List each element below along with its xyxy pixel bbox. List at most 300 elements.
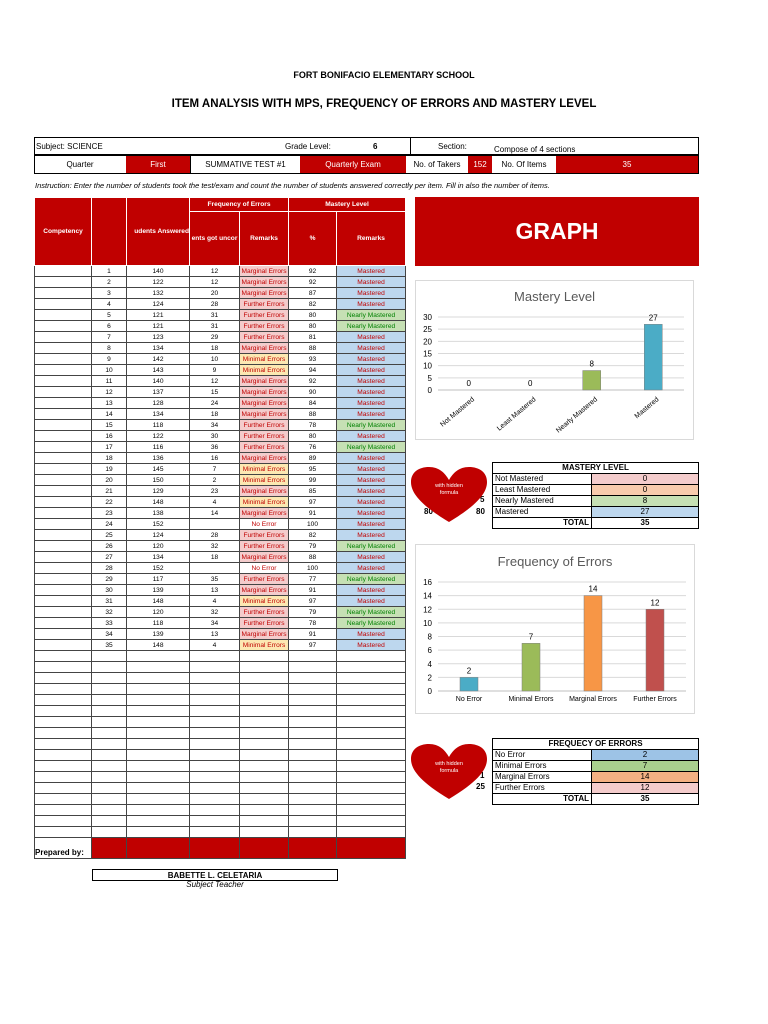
percent-cell: 80 <box>289 321 337 332</box>
empty-cell <box>190 772 240 783</box>
empty-cell <box>35 750 92 761</box>
percent-cell: 84 <box>289 398 337 409</box>
empty-cell <box>92 827 127 838</box>
empty-cell <box>127 739 190 750</box>
competency-cell <box>35 409 92 420</box>
empty-cell <box>337 684 406 695</box>
bar <box>584 596 602 691</box>
mastery-remark-cell: Mastered <box>337 585 406 596</box>
empty-row <box>35 728 406 739</box>
table-row <box>35 453 406 464</box>
wrong-cell: 20 <box>190 288 240 299</box>
y-tick-label: 4 <box>427 659 432 669</box>
answered-cell: 148 <box>127 596 190 607</box>
table-row <box>35 288 406 299</box>
competency-cell <box>35 618 92 629</box>
percent-cell: 88 <box>289 552 337 563</box>
y-tick-label: 5 <box>427 373 432 383</box>
empty-cell <box>127 651 190 662</box>
footer-cell <box>240 838 289 859</box>
answered-cell: 143 <box>127 365 190 376</box>
empty-cell <box>127 761 190 772</box>
empty-cell <box>190 805 240 816</box>
mastery-remark-cell: Mastered <box>337 354 406 365</box>
empty-cell <box>190 651 240 662</box>
summary-label: Further Errors <box>493 783 592 794</box>
item-no-cell: 28 <box>92 563 127 574</box>
competency-cell <box>35 486 92 497</box>
wrong-cell: 13 <box>190 585 240 596</box>
empty-cell <box>92 794 127 805</box>
table-row <box>35 629 406 640</box>
answered-cell: 120 <box>127 541 190 552</box>
answered-cell: 134 <box>127 343 190 354</box>
table-row <box>35 585 406 596</box>
errors-total-label: TOTAL <box>493 794 592 805</box>
summary-row <box>493 474 699 485</box>
percent-cell: 95 <box>289 464 337 475</box>
answered-cell: 152 <box>127 563 190 574</box>
empty-cell <box>127 827 190 838</box>
errors-total-value: 35 <box>592 794 699 805</box>
table-row <box>35 376 406 387</box>
table-row <box>35 332 406 343</box>
competency-cell <box>35 354 92 365</box>
mastery-remark-cell: Mastered <box>337 365 406 376</box>
empty-cell <box>92 695 127 706</box>
error-remark-cell: Marginal Errors <box>241 586 287 594</box>
empty-row <box>35 794 406 805</box>
table-row <box>35 563 406 574</box>
wrong-cell: 32 <box>190 541 240 552</box>
wrong-cell: 18 <box>190 552 240 563</box>
empty-cell <box>127 783 190 794</box>
empty-row <box>35 717 406 728</box>
empty-cell <box>35 816 92 827</box>
empty-row <box>35 816 406 827</box>
item-no-cell: 32 <box>92 607 127 618</box>
wrong-cell: 14 <box>190 508 240 519</box>
item-no-cell: 17 <box>92 442 127 453</box>
table-row <box>35 442 406 453</box>
empty-row <box>35 706 406 717</box>
percent-cell: 90 <box>289 387 337 398</box>
wrong-cell: 32 <box>190 607 240 618</box>
item-no-cell: 27 <box>92 552 127 563</box>
wrong-cell: 12 <box>190 277 240 288</box>
empty-cell <box>289 794 337 805</box>
empty-cell <box>240 827 289 838</box>
answered-cell: 148 <box>127 640 190 651</box>
mastery-remark-cell: Mastered <box>337 508 406 519</box>
table-row <box>35 541 406 552</box>
summary-value: 7 <box>592 761 699 772</box>
col-remarks-mastery: Remarks <box>337 212 406 266</box>
empty-cell <box>35 695 92 706</box>
percent-cell: 99 <box>289 475 337 486</box>
y-tick-label: 2 <box>427 673 432 683</box>
item-no-cell: 22 <box>92 497 127 508</box>
answered-cell: 129 <box>127 486 190 497</box>
wrong-cell: 23 <box>190 486 240 497</box>
table-row <box>35 508 406 519</box>
answered-cell: 120 <box>127 607 190 618</box>
table-row <box>35 607 406 618</box>
wrong-cell: 9 <box>190 365 240 376</box>
empty-cell <box>289 772 337 783</box>
answered-cell: 132 <box>127 288 190 299</box>
mastery-remark-cell: Nearly Mastered <box>337 607 406 618</box>
mastery-chart <box>415 280 694 440</box>
percent-cell: 91 <box>289 629 337 640</box>
error-remark-cell: Minimal Errors <box>240 497 289 508</box>
empty-cell <box>190 783 240 794</box>
empty-cell <box>337 717 406 728</box>
empty-cell <box>337 728 406 739</box>
summary-label: Nearly Mastered <box>493 496 592 507</box>
item-no-cell: 26 <box>92 541 127 552</box>
mastery-remark-cell: Mastered <box>337 266 406 277</box>
item-no-cell: 5 <box>92 310 127 321</box>
item-no-cell: 7 <box>92 332 127 343</box>
mastery-side-2: 80 <box>424 507 433 516</box>
error-remark-cell: Marginal Errors <box>241 553 287 561</box>
answered-cell: 121 <box>127 321 190 332</box>
wrong-cell: 18 <box>190 409 240 420</box>
percent-cell: 88 <box>289 409 337 420</box>
percent-cell: 94 <box>289 365 337 376</box>
empty-row <box>35 783 406 794</box>
empty-row <box>35 739 406 750</box>
wrong-cell: 18 <box>190 343 240 354</box>
percent-cell: 78 <box>289 618 337 629</box>
wrong-cell: 28 <box>190 299 240 310</box>
empty-cell <box>289 673 337 684</box>
empty-cell <box>337 783 406 794</box>
competency-cell <box>35 398 92 409</box>
answered-cell: 139 <box>127 585 190 596</box>
mastery-remark-cell: Mastered <box>337 497 406 508</box>
empty-cell <box>240 673 289 684</box>
competency-cell <box>35 596 92 607</box>
y-tick-label: 8 <box>427 632 432 642</box>
mastery-remark-cell: Mastered <box>337 376 406 387</box>
mastery-side-1: 5 <box>480 495 485 504</box>
percent-cell: 80 <box>289 310 337 321</box>
summary-row <box>493 496 699 507</box>
col-competency: Competency <box>35 198 92 266</box>
empty-cell <box>289 805 337 816</box>
subject-label: Subject: SCIENCE <box>36 141 103 151</box>
item-no-cell: 14 <box>92 409 127 420</box>
data-label: 2 <box>466 666 472 676</box>
y-tick-label: 10 <box>423 361 432 371</box>
percent-cell: 85 <box>289 486 337 497</box>
mastery-chart-svg <box>416 281 693 439</box>
summary-label: Minimal Errors <box>493 761 592 772</box>
quarter-label: Quarter <box>66 160 94 169</box>
competency-cell <box>35 442 92 453</box>
competency-cell <box>35 508 92 519</box>
table-row <box>35 420 406 431</box>
answered-cell: 124 <box>127 530 190 541</box>
mastery-remark-cell: Nearly Mastered <box>337 420 406 431</box>
errors-summary-table <box>492 738 699 805</box>
mastery-side-3: 80 <box>476 507 485 516</box>
summary-value: 8 <box>592 496 699 507</box>
empty-cell <box>337 816 406 827</box>
mastery-remark-cell: Mastered <box>337 519 406 530</box>
data-label: 14 <box>588 584 598 594</box>
percent-cell: 82 <box>289 530 337 541</box>
error-remark-cell: Minimal Errors <box>240 640 289 651</box>
table-row <box>35 354 406 365</box>
empty-cell <box>35 772 92 783</box>
table-row <box>35 398 406 409</box>
competency-cell <box>35 299 92 310</box>
mastery-remark-cell: Mastered <box>337 343 406 354</box>
empty-row <box>35 695 406 706</box>
x-tick-label: Least Mastered <box>496 396 538 433</box>
summary-row <box>493 783 699 794</box>
percent-cell: 87 <box>289 288 337 299</box>
answered-cell: 117 <box>127 574 190 585</box>
mastery-remark-cell: Mastered <box>337 398 406 409</box>
error-remark-cell: Marginal Errors <box>241 509 287 517</box>
error-remark-cell: Further Errors <box>240 299 289 310</box>
item-no-cell: 12 <box>92 387 127 398</box>
empty-cell <box>240 750 289 761</box>
table-row <box>35 310 406 321</box>
item-no-cell: 11 <box>92 376 127 387</box>
error-remark-cell: Marginal Errors <box>241 289 287 297</box>
data-label: 8 <box>589 359 594 369</box>
wrong-cell: 16 <box>190 453 240 464</box>
empty-cell <box>289 684 337 695</box>
competency-cell <box>35 552 92 563</box>
answered-cell: 152 <box>127 519 190 530</box>
x-tick-label: Further Errors <box>633 696 677 703</box>
errors-side-2: 25 <box>476 782 485 791</box>
percent-cell: 97 <box>289 497 337 508</box>
competency-cell <box>35 640 92 651</box>
mastery-remark-cell: Mastered <box>337 640 406 651</box>
empty-cell <box>190 827 240 838</box>
wrong-cell: 31 <box>190 310 240 321</box>
empty-cell <box>35 717 92 728</box>
competency-cell <box>35 563 92 574</box>
empty-cell <box>190 717 240 728</box>
wrong-cell: 12 <box>190 376 240 387</box>
table-row <box>35 618 406 629</box>
item-no-cell: 8 <box>92 343 127 354</box>
y-tick-label: 16 <box>423 578 432 587</box>
col-answered: udents Answered <box>127 198 190 266</box>
empty-cell <box>337 750 406 761</box>
error-remark-cell: Further Errors <box>240 310 289 321</box>
empty-cell <box>190 816 240 827</box>
info-row-1 <box>34 137 699 155</box>
empty-cell <box>127 816 190 827</box>
data-label: 0 <box>528 379 533 388</box>
grade-value: 6 <box>373 141 378 151</box>
empty-row <box>35 827 406 838</box>
bar <box>522 643 540 691</box>
empty-cell <box>190 728 240 739</box>
empty-cell <box>190 706 240 717</box>
footer-cell <box>289 838 337 859</box>
empty-cell <box>337 772 406 783</box>
competency-cell <box>35 475 92 486</box>
error-remark-cell: Marginal Errors <box>241 278 287 286</box>
summary-row <box>493 761 699 772</box>
empty-cell <box>337 673 406 684</box>
wrong-cell: 31 <box>190 321 240 332</box>
table-row <box>35 365 406 376</box>
empty-cell <box>35 673 92 684</box>
error-remark-cell: Further Errors <box>240 607 289 618</box>
table-footer-row <box>35 838 406 859</box>
empty-cell <box>35 805 92 816</box>
percent-cell: 100 <box>289 519 337 530</box>
competency-cell <box>35 464 92 475</box>
answered-cell: 140 <box>127 266 190 277</box>
summary-label: Marginal Errors <box>493 772 592 783</box>
percent-cell: 79 <box>289 541 337 552</box>
summary-value: 2 <box>592 750 699 761</box>
item-no-cell: 29 <box>92 574 127 585</box>
answered-cell: 140 <box>127 376 190 387</box>
empty-cell <box>289 717 337 728</box>
bar <box>460 677 478 691</box>
empty-cell <box>190 684 240 695</box>
mastery-remark-cell: Mastered <box>337 552 406 563</box>
y-tick-label: 15 <box>423 349 432 359</box>
footer-cell <box>190 838 240 859</box>
empty-cell <box>240 761 289 772</box>
empty-cell <box>289 706 337 717</box>
empty-cell <box>92 772 127 783</box>
empty-cell <box>240 662 289 673</box>
empty-cell <box>240 717 289 728</box>
empty-cell <box>337 827 406 838</box>
prepared-by-label: Prepared by: <box>35 848 84 857</box>
mastery-remark-cell: Mastered <box>337 299 406 310</box>
mastery-remark-cell: Mastered <box>337 475 406 486</box>
answered-cell: 136 <box>127 453 190 464</box>
competency-cell <box>35 453 92 464</box>
mastery-remark-cell: Mastered <box>337 596 406 607</box>
answered-cell: 134 <box>127 552 190 563</box>
wrong-cell <box>190 563 240 574</box>
mastery-remark-cell: Nearly Mastered <box>337 310 406 321</box>
item-no-cell: 33 <box>92 618 127 629</box>
empty-cell <box>127 728 190 739</box>
table-row <box>35 640 406 651</box>
wrong-cell: 24 <box>190 398 240 409</box>
section-value: Compose of 4 sections <box>494 144 576 154</box>
wrong-cell: 10 <box>190 354 240 365</box>
answered-cell: 150 <box>127 475 190 486</box>
bar <box>646 609 664 691</box>
teacher-role: Subject Teacher <box>186 880 244 889</box>
answered-cell: 128 <box>127 398 190 409</box>
wrong-cell: 4 <box>190 596 240 607</box>
empty-cell <box>35 783 92 794</box>
items-value: 35 <box>556 156 698 173</box>
empty-cell <box>337 761 406 772</box>
x-tick-label: Marginal Errors <box>569 696 617 703</box>
wrong-cell: 28 <box>190 530 240 541</box>
items-label: No. Of Items <box>501 160 547 169</box>
x-tick-label: Not Mastered <box>439 396 477 429</box>
empty-cell <box>240 706 289 717</box>
error-remark-cell: Further Errors <box>240 442 289 453</box>
error-remark-cell: Marginal Errors <box>241 410 287 418</box>
empty-cell <box>337 651 406 662</box>
competency-cell <box>35 629 92 640</box>
error-remark-cell: Further Errors <box>240 574 289 585</box>
error-remark-cell: Minimal Errors <box>240 475 289 486</box>
quarter-value: First <box>126 156 190 173</box>
item-no-cell: 20 <box>92 475 127 486</box>
data-label: 7 <box>528 632 534 642</box>
item-no-cell: 35 <box>92 640 127 651</box>
error-remark-cell: Marginal Errors <box>241 377 287 385</box>
empty-cell <box>127 695 190 706</box>
summary-row <box>493 772 699 783</box>
empty-cell <box>289 728 337 739</box>
summary-row <box>493 507 699 518</box>
mastery-remark-cell: Mastered <box>337 453 406 464</box>
summary-label: Least Mastered <box>493 485 592 496</box>
item-analysis-table <box>34 197 406 859</box>
empty-cell <box>92 728 127 739</box>
empty-cell <box>92 816 127 827</box>
teacher-name: BABETTE L. CELETARIA <box>92 869 338 881</box>
error-remark-cell: Further Errors <box>240 420 289 431</box>
summary-value: 27 <box>592 507 699 518</box>
competency-cell <box>35 541 92 552</box>
footer-cell <box>127 838 190 859</box>
error-remark-cell: Further Errors <box>240 541 289 552</box>
table-row <box>35 552 406 563</box>
empty-cell <box>127 750 190 761</box>
wrong-cell: 34 <box>190 420 240 431</box>
empty-cell <box>190 695 240 706</box>
summary-value: 0 <box>592 474 699 485</box>
empty-cell <box>35 728 92 739</box>
percent-cell: 92 <box>289 266 337 277</box>
answered-cell: 145 <box>127 464 190 475</box>
error-remark-cell: Marginal Errors <box>241 267 287 275</box>
percent-cell: 92 <box>289 376 337 387</box>
empty-cell <box>240 794 289 805</box>
empty-cell <box>92 717 127 728</box>
summary-row <box>493 750 699 761</box>
wrong-cell: 34 <box>190 618 240 629</box>
error-remark-cell: Further Errors <box>240 618 289 629</box>
competency-cell <box>35 431 92 442</box>
heart-label: with hidden formula <box>435 761 463 774</box>
competency-cell <box>35 321 92 332</box>
item-no-cell: 1 <box>92 266 127 277</box>
percent-cell: 82 <box>289 299 337 310</box>
mastery-remark-cell: Nearly Mastered <box>337 618 406 629</box>
answered-cell: 118 <box>127 618 190 629</box>
item-no-cell: 2 <box>92 277 127 288</box>
footer-cell <box>92 838 127 859</box>
